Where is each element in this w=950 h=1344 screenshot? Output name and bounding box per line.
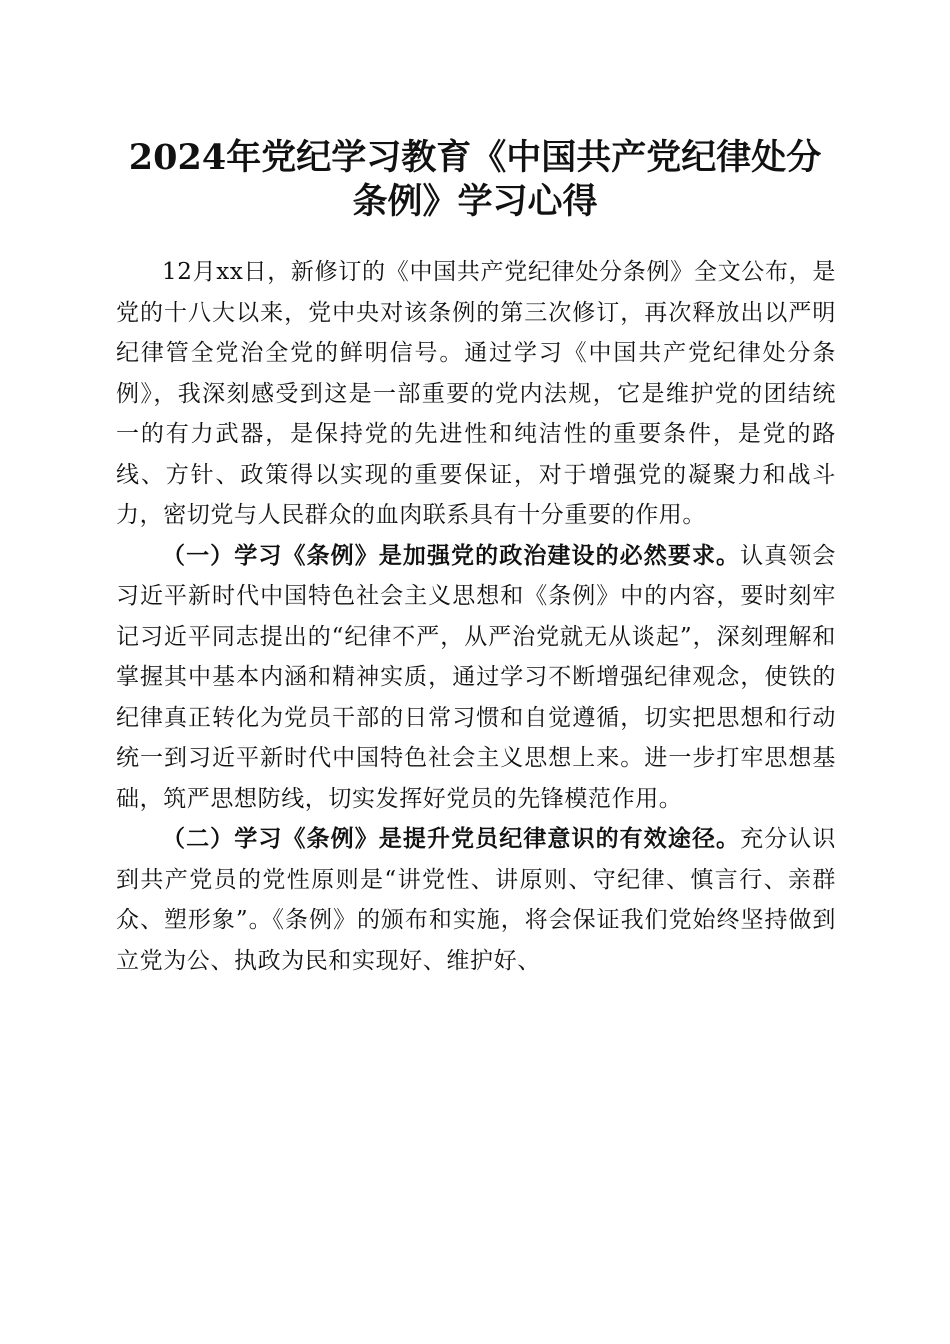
paragraph-text: 充分认识到共产党员的党性原则是“讲党性、讲原则、守纪律、慎言行、亲群众、塑形象”。《条例》的颁布和实施，将会保证我们党始终坚持做到立党为公、执政为民和实现好、维护好、 bbox=[116, 826, 836, 974]
paragraph-text: 认真领会习近平新时代中国特色社会主义思想和《条例》中的内容，要时刻牢记习近平同志提出的“纪律不严，从严治党就无从谈起”，深刻理解和掌握其中基本内涵和精神实质，通过学习不断增强纪律观念，使铁的纪律真正转化为党员干部的日常习惯和自觉遵循，切实把思想和行动统一到习近平新时代中国特色社会主义思想上来。进一步打牢思想基础，筑严思想防线，切实发挥好党员的先锋模范作用。 bbox=[116, 542, 836, 812]
paragraph-intro bbox=[116, 252, 836, 536]
document-body bbox=[116, 252, 836, 981]
section-heading: （二）学习《条例》是提升党员纪律意识的有效途径。 bbox=[162, 825, 741, 852]
paragraph-section-1 bbox=[116, 536, 836, 820]
section-heading: （一）学习《条例》是加强党的政治建设的必然要求。 bbox=[162, 541, 741, 569]
document-title: 2024年党纪学习教育《中国共产党纪律处分条例》学习心得 bbox=[128, 137, 822, 222]
paragraph-text: 12月xx日，新修订的《中国共产党纪律处分条例》全文公布，是党的十八大以来，党中央对该条例的第三次修订，再次释放出以严明纪律管全党治全党的鲜明信号。通过学习《中国共产党纪律处分条例》，我深刻感受到这是一部重要的党内法规，它是维护党的团结统一的有力武器，是保持党的先进性和纯洁性的重要条件，是党的路线、方针、政策得以实现的重要保证，对于增强党的凝聚力和战斗力，密切党与人民群众的血肉联系具有十分重要的作用。 bbox=[116, 259, 836, 528]
paragraph-section-2 bbox=[116, 819, 836, 981]
